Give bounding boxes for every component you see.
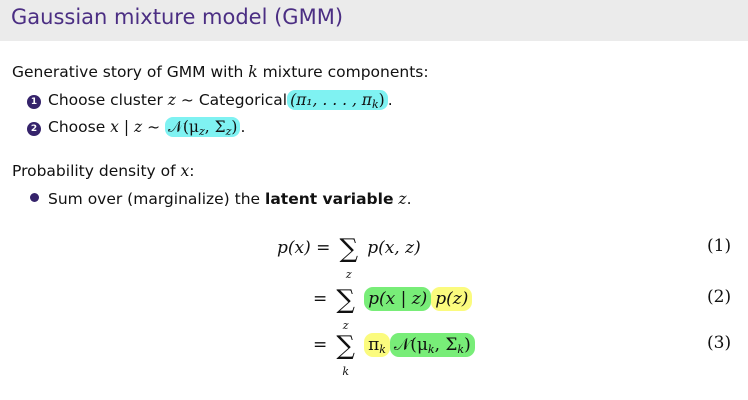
eq3-weight: π — [368, 335, 380, 355]
step-1-rel: ~ — [175, 91, 199, 109]
eq3-gaussian-sub1: k — [427, 343, 435, 356]
equation-2 — [313, 285, 472, 332]
eq3-gaussian: 𝒩(μ — [393, 335, 428, 355]
eq3-sum-index: k — [342, 365, 349, 378]
step-1-dist: Categorical — [198, 91, 288, 109]
intro-line — [12, 62, 429, 82]
eq2-sum-index: z — [342, 319, 349, 332]
step-2-mid: , Σ — [204, 118, 226, 136]
eq3-gaussian-highlight — [390, 333, 475, 357]
eq3-weight-highlight — [364, 333, 390, 357]
step-1-label: Choose cluster — [48, 91, 168, 109]
step-2-dist: 𝒩(μ — [167, 118, 199, 136]
step-2-label: Choose — [48, 118, 111, 136]
equation-1 — [277, 234, 421, 281]
eq2-prior-highlight: p(z) — [431, 287, 472, 311]
eq2-likelihood-highlight: p(x | z) — [364, 287, 431, 311]
eq1-sum-index: z — [345, 268, 352, 281]
eq3-sum — [333, 331, 359, 378]
density-line — [12, 161, 194, 181]
step-1-params-sub: k — [371, 98, 379, 111]
bullet-var: z — [398, 190, 407, 208]
eq3-gaussian-mid: , Σ — [434, 335, 458, 355]
step-2-dist-highlight — [165, 117, 240, 137]
eq1-sum — [336, 234, 362, 281]
bullet-bold: latent variable — [265, 190, 394, 208]
step-1-number: 1 — [27, 95, 41, 109]
slide-title: Gaussian mixture model (GMM) — [11, 5, 344, 29]
step-2-number: 2 — [27, 122, 41, 136]
eq1-sum-symbol: ∑ — [339, 234, 359, 264]
step-2 — [27, 117, 245, 142]
density-var: x — [180, 162, 190, 180]
step-2-end: . — [240, 118, 246, 136]
eq2-sum-symbol: ∑ — [336, 285, 355, 315]
density-suffix: : — [189, 162, 195, 180]
step-1-params-end: ) — [378, 91, 385, 109]
intro-var: k — [248, 63, 258, 81]
marginalize-bullet — [30, 189, 412, 209]
step-2-sub1: z — [198, 125, 205, 138]
bullet-end: . — [406, 190, 412, 208]
step-1-params: (π₁, . . . , π — [290, 91, 372, 109]
step-2-sub2: z — [225, 125, 232, 138]
equation-3 — [313, 331, 475, 378]
eq1-number: (1) — [707, 236, 732, 256]
eq3-gaussian-sub2: k — [457, 343, 465, 356]
step-2-var: x | z — [110, 118, 143, 136]
density-prefix: Probability density of — [12, 162, 181, 180]
eq3-sum-symbol: ∑ — [336, 331, 355, 361]
step-1-params-highlight — [287, 90, 388, 110]
eq3-lhs: = — [313, 335, 333, 355]
eq2-sum — [333, 285, 359, 332]
step-2-rel: ~ — [142, 118, 165, 136]
eq1-rhs: p(x, z) — [367, 238, 421, 258]
eq2-number: (2) — [707, 287, 732, 307]
step-2-close: ) — [231, 118, 238, 136]
eq3-number: (3) — [707, 333, 732, 353]
eq3-weight-sub: k — [379, 343, 386, 356]
intro-suffix: mixture components: — [257, 63, 429, 81]
intro-prefix: Generative story of GMM with — [12, 63, 249, 81]
step-1 — [27, 90, 393, 115]
step-1-var: z — [167, 91, 176, 109]
step-1-end: . — [387, 91, 393, 109]
eq2-lhs: = — [313, 289, 333, 309]
title-bar — [0, 0, 748, 41]
bullet-prefix: Sum over (marginalize) the — [48, 190, 266, 208]
eq3-gaussian-close: ) — [464, 335, 471, 355]
eq1-lhs: p(x) = — [277, 238, 336, 258]
bullet-icon — [30, 193, 39, 202]
